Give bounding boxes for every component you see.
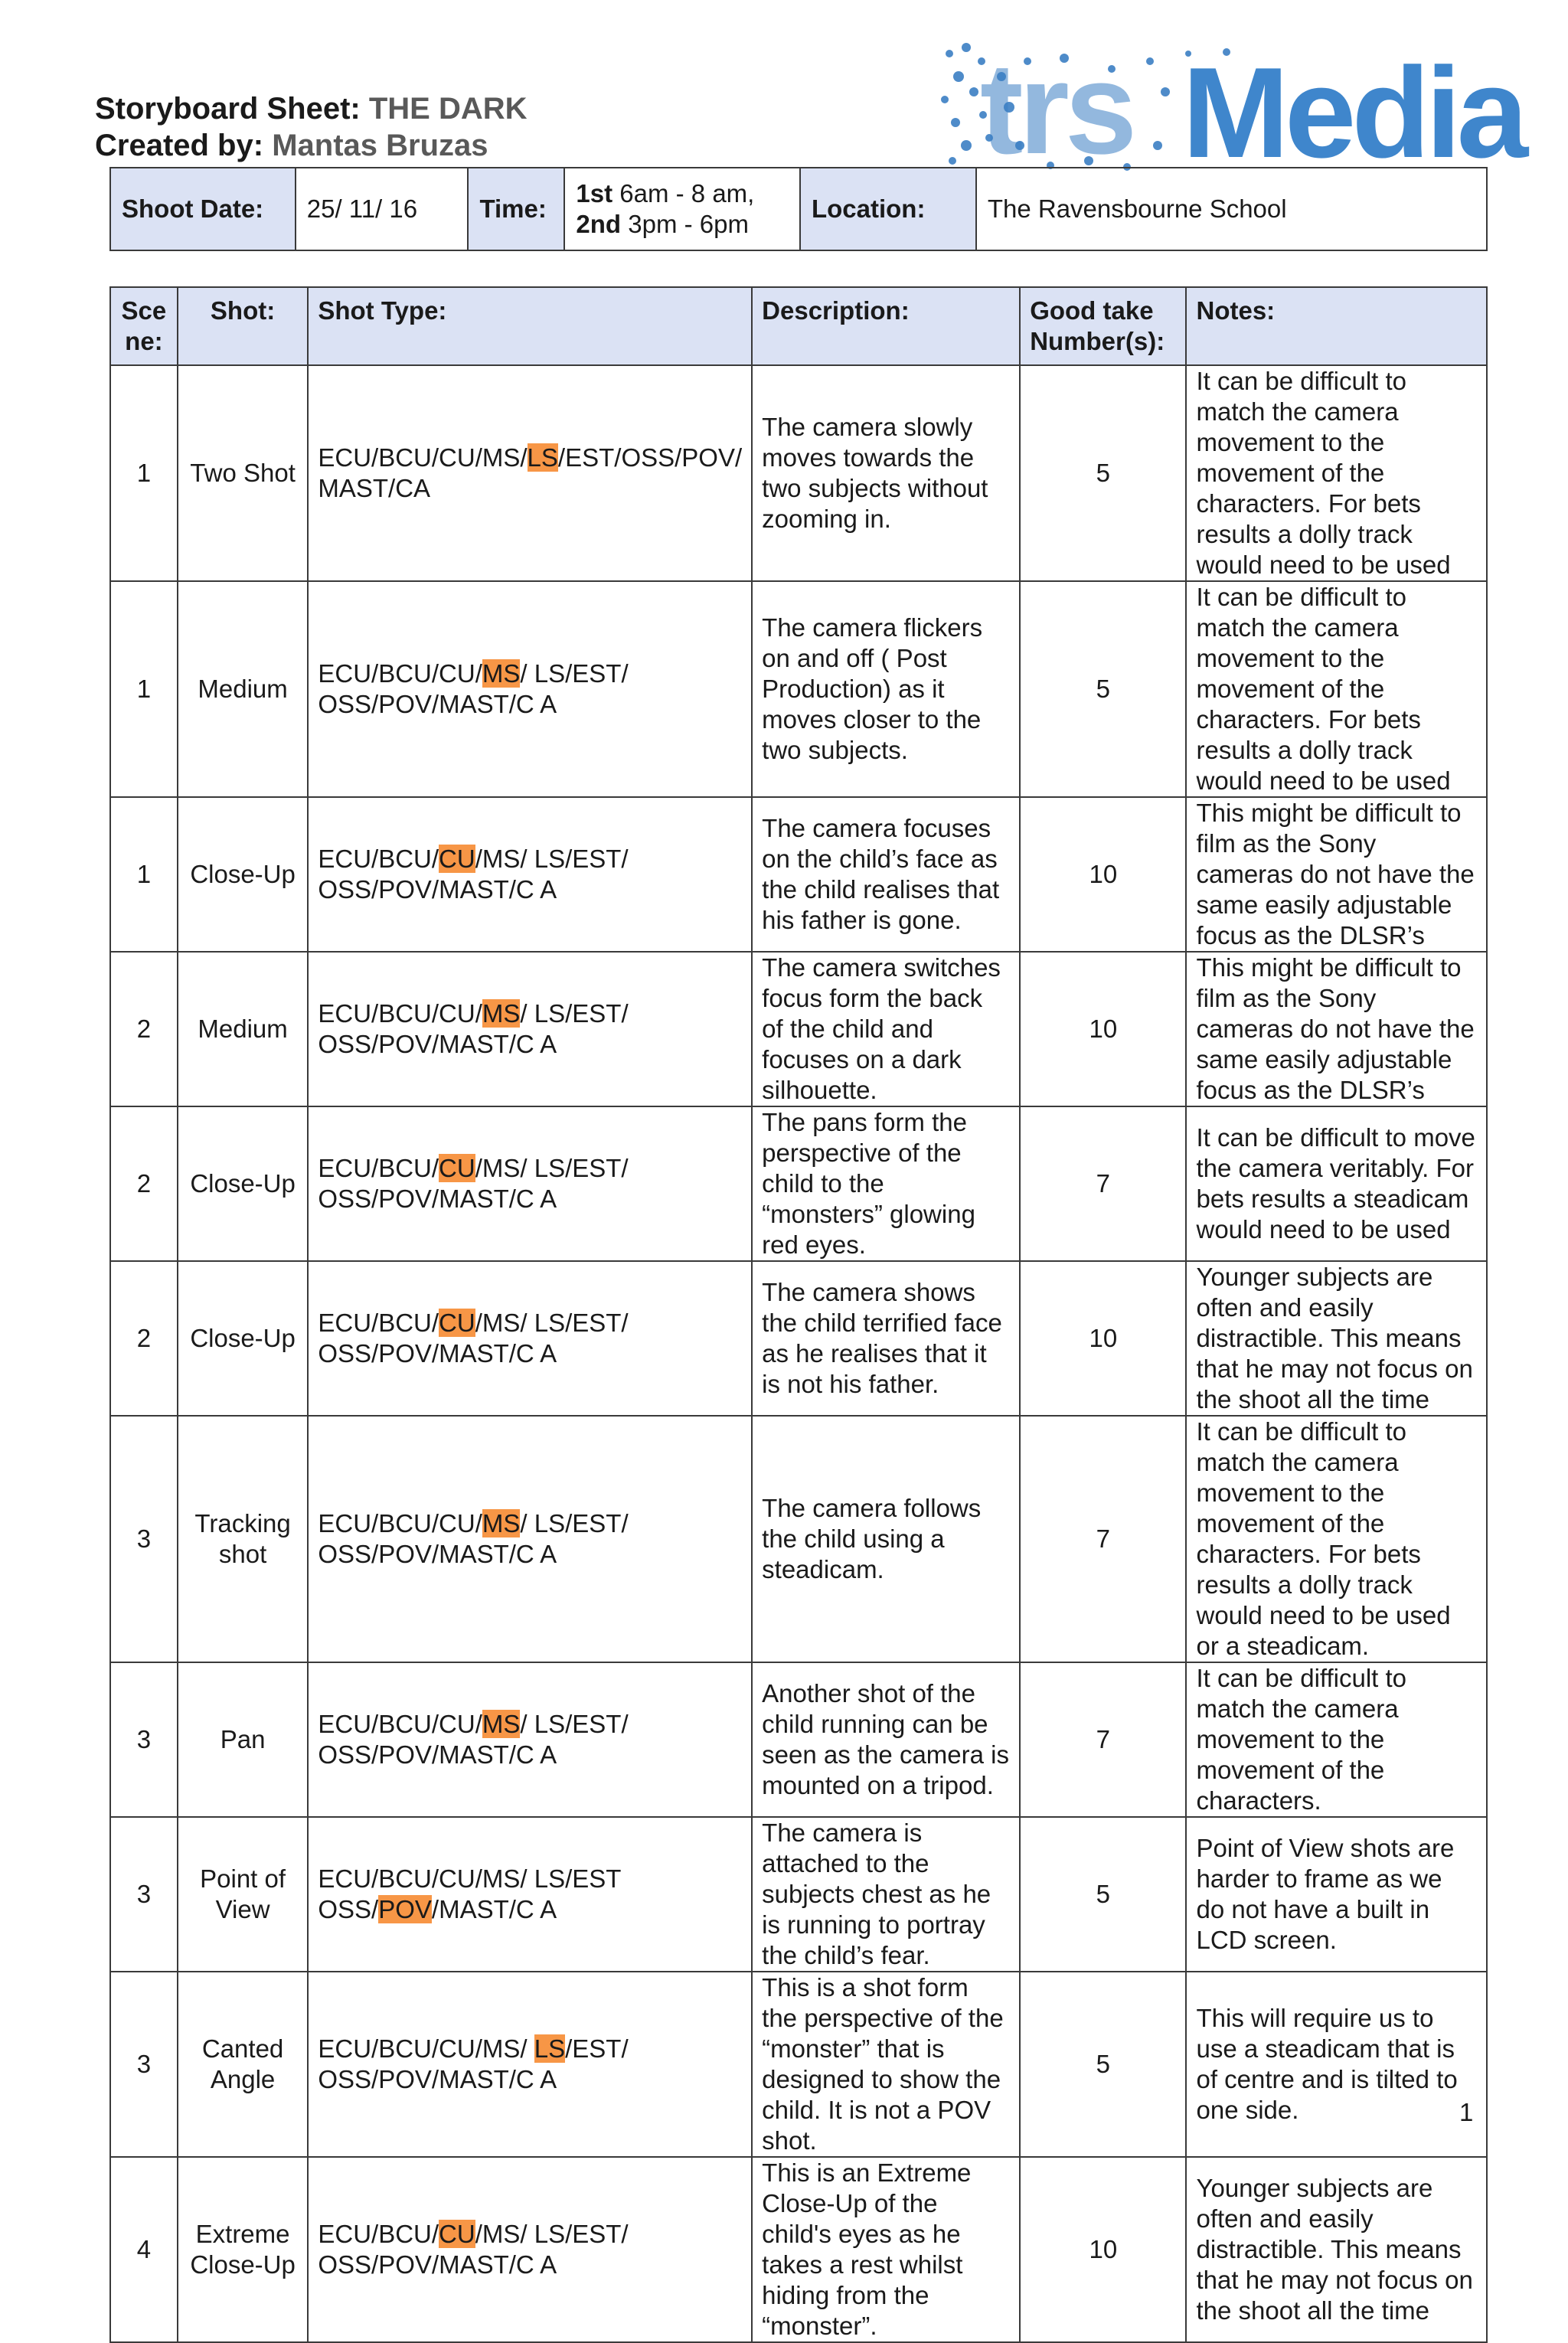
- shot-type-text: ECU/BCU/CU/: [318, 659, 482, 688]
- scene-cell: 3: [110, 1416, 178, 1662]
- good-take-cell: 5: [1020, 581, 1186, 797]
- table-row: [110, 952, 1487, 1106]
- table-row: [110, 1261, 1487, 1416]
- good-take-cell: 5: [1020, 1817, 1186, 1972]
- title-block: [95, 90, 528, 164]
- trs-media-logo: [936, 31, 1524, 185]
- scene-cell: 3: [110, 1662, 178, 1817]
- table-row: [110, 797, 1487, 952]
- notes-cell: Younger subjects are often and easily distractible. This means that he may not focus on the shoot all the time: [1186, 2157, 1487, 2342]
- scene-cell: 2: [110, 1261, 178, 1416]
- description-cell: The camera shows the child terrified face as he realises that it is not his father.: [752, 1261, 1020, 1416]
- notes-cell: Point of View shots are harder to frame as we do not have a built in LCD screen.: [1186, 1817, 1487, 1972]
- shot-type-text: /MS/ LS/EST/ OSS/POV/MAST/C A: [318, 845, 629, 904]
- notes-cell: This might be difficult to film as the Sony cameras do not have the same easily adjustable focus as the DLSR’s: [1186, 797, 1487, 952]
- shot-type-text: ECU/BCU/CU/MS/: [318, 443, 528, 472]
- good-take-cell: 5: [1020, 365, 1186, 581]
- scene-cell: 2: [110, 952, 178, 1106]
- selected-shot-type: MS: [482, 999, 521, 1028]
- shot-type-text: ECU/BCU/: [318, 845, 439, 873]
- selected-shot-type: POV: [378, 1895, 432, 1923]
- selected-shot-type: MS: [482, 1710, 521, 1738]
- location-label: Location:: [800, 168, 976, 250]
- scene-cell: 3: [110, 1817, 178, 1972]
- good-take-cell: 10: [1020, 952, 1186, 1106]
- shoot-date-label: Shoot Date:: [110, 168, 296, 250]
- description-cell: The camera flickers on and off ( Post Production) as it moves closer to the two subjects.: [752, 581, 1020, 797]
- time-second-range: 3pm - 6pm: [621, 210, 749, 238]
- shot-type-text: /EST/ OSS/POV/MAST/C A: [318, 2034, 629, 2093]
- shot-type-cell: [308, 952, 752, 1106]
- notes-cell: It can be difficult to match the camera movement to the movement of the characters. For bets results a dolly track would need to be used or a steadicam.: [1186, 1416, 1487, 1662]
- svg-text:Media: Media: [1182, 41, 1524, 185]
- scene-cell: 1: [110, 581, 178, 797]
- shot-cell: Extreme Close-Up: [178, 2157, 309, 2342]
- description-cell: The camera switches focus form the back of the child and focuses on a dark silhouette.: [752, 952, 1020, 1106]
- shoot-date-value: 25/ 11/ 16: [296, 168, 469, 250]
- time-first-label: 1st: [576, 179, 613, 208]
- shot-type-text: / LS/EST/ OSS/POV/MAST/C A: [318, 1509, 629, 1568]
- good-take-cell: 7: [1020, 1106, 1186, 1261]
- table-header-row: [110, 287, 1487, 365]
- good-take-cell: 10: [1020, 797, 1186, 952]
- time-second-label: 2nd: [576, 210, 622, 238]
- notes-cell: It can be difficult to move the camera veritably. For bets results a steadicam would need to be used: [1186, 1106, 1487, 1261]
- table-row: [110, 1106, 1487, 1261]
- shot-type-cell: [308, 581, 752, 797]
- shot-type-text: /MS/ LS/EST/ OSS/POV/MAST/C A: [318, 1309, 629, 1368]
- selected-shot-type: LS: [534, 2034, 566, 2063]
- notes-cell: Younger subjects are often and easily distractible. This means that he may not focus on the shoot all the time: [1186, 1261, 1487, 1416]
- selected-shot-type: CU: [439, 1154, 475, 1182]
- creator-label: Created by:: [95, 129, 264, 162]
- shoot-info-table: [109, 167, 1488, 251]
- sheet-title: [95, 90, 528, 127]
- description-cell: This is a shot form the perspective of the “monster” that is designed to show the child. It is not a POV shot.: [752, 1972, 1020, 2157]
- shot-rows: [110, 365, 1487, 2342]
- description-cell: The camera is attached to the subjects chest as he is running to portray the child’s fear.: [752, 1817, 1020, 1972]
- title-label: Storyboard Sheet:: [95, 92, 361, 126]
- shot-type-text: ECU/BCU/CU/MS/ LS/EST OSS/: [318, 1864, 621, 1923]
- time-label: Time:: [468, 168, 564, 250]
- table-row: [110, 365, 1487, 581]
- table-row: [110, 581, 1487, 797]
- shot-type-cell: [308, 1817, 752, 1972]
- title-value: THE DARK: [368, 92, 528, 126]
- shot-cell: Medium: [178, 581, 309, 797]
- description-cell: The camera follows the child using a steadicam.: [752, 1416, 1020, 1662]
- table-row: [110, 1416, 1487, 1662]
- shot-type-text: ECU/BCU/: [318, 1154, 439, 1182]
- creator-line: [95, 127, 528, 164]
- description-cell: Another shot of the child running can be seen as the camera is mounted on a tripod.: [752, 1662, 1020, 1817]
- col-header-good-take: Good take Number(s):: [1020, 287, 1186, 365]
- shot-type-cell: [308, 1662, 752, 1817]
- svg-text:trs: trs: [980, 36, 1133, 181]
- good-take-cell: 7: [1020, 1416, 1186, 1662]
- shot-cell: Pan: [178, 1662, 309, 1817]
- shot-cell: Tracking shot: [178, 1416, 309, 1662]
- shot-cell: Canted Angle: [178, 1972, 309, 2157]
- shot-cell: Two Shot: [178, 365, 309, 581]
- table-row: [110, 2157, 1487, 2342]
- notes-cell: It can be difficult to match the camera movement to the movement of the characters. For bets results a dolly track would need to be used: [1186, 581, 1487, 797]
- shot-cell: Point of View: [178, 1817, 309, 1972]
- shot-type-text: ECU/BCU/CU/: [318, 1710, 482, 1738]
- shot-type-text: / LS/EST/ OSS/POV/MAST/C A: [318, 999, 629, 1058]
- selected-shot-type: MS: [482, 1509, 521, 1537]
- description-cell: The camera focuses on the child’s face as the child realises that his father is gone.: [752, 797, 1020, 952]
- shot-type-cell: [308, 1106, 752, 1261]
- selected-shot-type: CU: [439, 1309, 475, 1337]
- time-value: [564, 168, 800, 250]
- shot-type-cell: [308, 1416, 752, 1662]
- shot-cell: Medium: [178, 952, 309, 1106]
- scene-cell: 1: [110, 797, 178, 952]
- shot-type-cell: [308, 1261, 752, 1416]
- table-row: [110, 1972, 1487, 2157]
- shot-list-table: [109, 286, 1488, 2343]
- selected-shot-type: LS: [527, 443, 558, 472]
- shot-type-text: /MS/ LS/EST/ OSS/POV/MAST/C A: [318, 1154, 629, 1213]
- shot-type-text: / LS/EST/ OSS/POV/MAST/C A: [318, 1710, 629, 1769]
- shot-type-cell: [308, 2157, 752, 2342]
- notes-cell: It can be difficult to match the camera movement to the movement of the characters.: [1186, 1662, 1487, 1817]
- shot-type-cell: [308, 365, 752, 581]
- col-header-scene: Sce ne:: [110, 287, 178, 365]
- shot-cell: Close-Up: [178, 1106, 309, 1261]
- shot-type-text: ECU/BCU/CU/: [318, 1509, 482, 1537]
- table-row: [110, 1817, 1487, 1972]
- shot-type-text: /MAST/C A: [431, 1895, 557, 1923]
- description-cell: This is an Extreme Close-Up of the child's eyes as he takes a rest whilst hiding from the “monster”.: [752, 2157, 1020, 2342]
- scene-cell: 1: [110, 365, 178, 581]
- selected-shot-type: CU: [439, 845, 475, 873]
- selected-shot-type: CU: [439, 2220, 475, 2248]
- description-cell: The pans form the perspective of the child to the “monsters” glowing red eyes.: [752, 1106, 1020, 1261]
- col-header-shot-type: Shot Type:: [308, 287, 752, 365]
- good-take-cell: 10: [1020, 2157, 1186, 2342]
- table-row: [110, 1662, 1487, 1817]
- notes-cell: This will require us to use a steadicam that is of centre and is tilted to one side.: [1186, 1972, 1487, 2157]
- page-number: 1: [1459, 2098, 1474, 2126]
- shot-type-cell: [308, 1972, 752, 2157]
- good-take-cell: 10: [1020, 1261, 1186, 1416]
- shot-type-text: ECU/BCU/: [318, 1309, 439, 1337]
- col-header-description: Description:: [752, 287, 1020, 365]
- shoot-info-row: [110, 168, 1487, 250]
- scene-cell: 2: [110, 1106, 178, 1261]
- selected-shot-type: MS: [482, 659, 521, 688]
- good-take-cell: 7: [1020, 1662, 1186, 1817]
- good-take-cell: 5: [1020, 1972, 1186, 2157]
- shot-cell: Close-Up: [178, 1261, 309, 1416]
- notes-cell: This might be difficult to film as the Sony cameras do not have the same easily adjustable focus as the DLSR’s: [1186, 952, 1487, 1106]
- notes-cell: It can be difficult to match the camera movement to the movement of the characters. For bets results a dolly track would need to be used: [1186, 365, 1487, 581]
- shot-type-text: / LS/EST/ OSS/POV/MAST/C A: [318, 659, 629, 718]
- shot-type-text: ECU/BCU/CU/: [318, 999, 482, 1028]
- shot-type-text: ECU/BCU/: [318, 2220, 439, 2248]
- shot-type-text: /MS/ LS/EST/ OSS/POV/MAST/C A: [318, 2220, 629, 2279]
- scene-cell: 3: [110, 1972, 178, 2157]
- shot-type-text: ECU/BCU/CU/MS/: [318, 2034, 534, 2063]
- creator-value: Mantas Bruzas: [272, 129, 488, 162]
- col-header-shot: Shot:: [178, 287, 309, 365]
- col-header-notes: Notes:: [1186, 287, 1487, 365]
- shot-cell: Close-Up: [178, 797, 309, 952]
- scene-cell: 4: [110, 2157, 178, 2342]
- shot-type-cell: [308, 797, 752, 952]
- time-first-range: 6am - 8 am,: [612, 179, 755, 208]
- description-cell: The camera slowly moves towards the two subjects without zooming in.: [752, 365, 1020, 581]
- location-value: The Ravensbourne School: [976, 168, 1487, 250]
- shot-type-text: /EST/OSS/POV/ MAST/CA: [318, 443, 743, 502]
